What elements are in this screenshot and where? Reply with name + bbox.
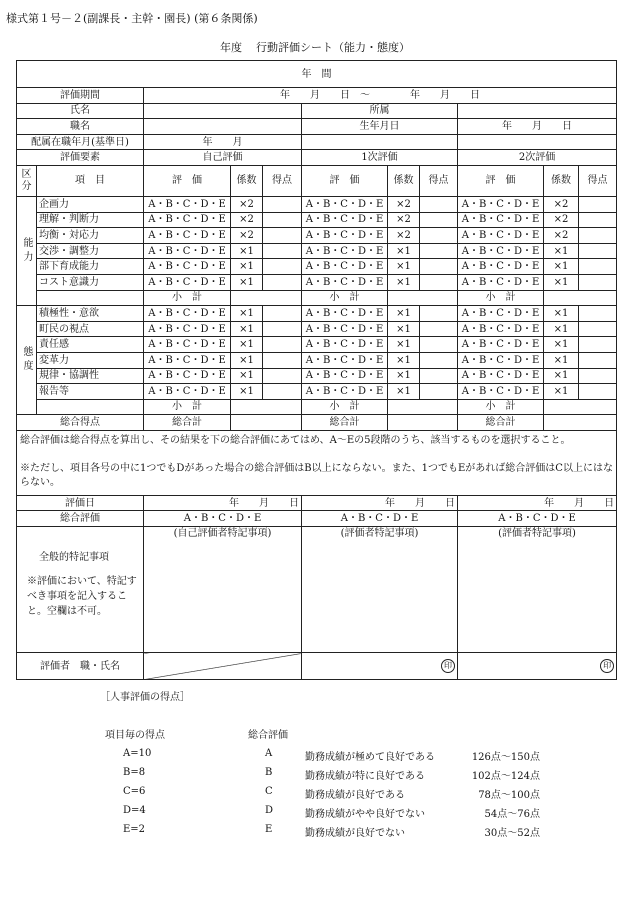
- grade-select[interactable]: A・B・C・D・E: [458, 259, 544, 275]
- level-desc: 勤務成績がやや良好でない: [305, 809, 425, 820]
- evaluator-label: 評価者 職・氏名: [17, 653, 144, 680]
- coefficient: ×2: [388, 212, 420, 228]
- table-row: [17, 384, 617, 400]
- table-row: [17, 527, 617, 653]
- grade-select[interactable]: A・B・C・D・E: [458, 243, 544, 259]
- overall-self[interactable]: A・B・C・D・E: [144, 511, 302, 527]
- item-name: 規律・協調性: [37, 368, 144, 384]
- item-header: 項 目: [37, 165, 144, 196]
- score-field[interactable]: [263, 274, 302, 290]
- blank-cell: [458, 134, 617, 150]
- subtotal-field[interactable]: [231, 399, 302, 415]
- tenure-label: 配属在職年月(基準日): [17, 134, 144, 150]
- level-desc: 勤務成績が極めて良好である: [305, 752, 435, 763]
- item-name: 理解・判断力: [37, 212, 144, 228]
- grade-select[interactable]: A・B・C・D・E: [302, 212, 388, 228]
- coefficient: ×1: [388, 384, 420, 400]
- coefficient: ×1: [544, 259, 579, 275]
- name-label: 氏名: [17, 103, 144, 119]
- coef-col-header: 係数: [544, 165, 579, 196]
- grade-select[interactable]: A・B・C・D・E: [458, 321, 544, 337]
- item-name: 報告等: [37, 384, 144, 400]
- score-field[interactable]: [263, 228, 302, 244]
- coefficient: ×2: [388, 196, 420, 212]
- grade-select[interactable]: A・B・C・D・E: [144, 212, 231, 228]
- level-desc: 勤務成績が良好である: [305, 790, 405, 801]
- dept-label: 所属: [302, 103, 458, 119]
- coefficient: ×1: [231, 384, 263, 400]
- grade-select[interactable]: A・B・C・D・E: [458, 352, 544, 368]
- grade-select[interactable]: A・B・C・D・E: [302, 306, 388, 322]
- coefficient: ×2: [231, 228, 263, 244]
- overall-label: 総合評価: [17, 511, 144, 527]
- score-field[interactable]: [579, 352, 617, 368]
- first-remarks[interactable]: (評価者特記事項): [302, 527, 458, 653]
- special-remarks-label: [17, 527, 144, 653]
- grade-select[interactable]: A・B・C・D・E: [302, 243, 388, 259]
- table-row: [17, 259, 617, 275]
- subtotal-field[interactable]: [544, 399, 617, 415]
- score-field[interactable]: [263, 259, 302, 275]
- coefficient: ×1: [388, 368, 420, 384]
- coefficient: ×1: [231, 368, 263, 384]
- score-field[interactable]: [579, 384, 617, 400]
- form-number: 様式第１号－２(副課長・主幹・園長) (第６条関係): [6, 12, 258, 25]
- grade-select[interactable]: A・B・C・D・E: [144, 337, 231, 353]
- score-field[interactable]: [263, 212, 302, 228]
- score-field[interactable]: [579, 306, 617, 322]
- category-header: 区分: [17, 165, 37, 196]
- coefficient: ×1: [388, 259, 420, 275]
- subtotal-label: 小 計: [302, 290, 388, 306]
- coefficient: ×1: [388, 352, 420, 368]
- table-row: [17, 103, 617, 119]
- level-desc: 勤務成績が良好でない: [305, 828, 405, 839]
- score-field[interactable]: [420, 368, 458, 384]
- eval-col-header: 評 価: [458, 165, 544, 196]
- grade-select[interactable]: A・B・C・D・E: [458, 228, 544, 244]
- grade-select[interactable]: A・B・C・D・E: [458, 368, 544, 384]
- score-field[interactable]: [579, 243, 617, 259]
- coefficient: ×1: [231, 337, 263, 353]
- table-row: [17, 61, 617, 88]
- table-row: [17, 290, 617, 306]
- eval-col-header: 評 価: [302, 165, 388, 196]
- table-row: [17, 150, 617, 166]
- instruction-text: 総合評価は総合得点を算出し、その結果を下の総合評価にあてはめ、A～Eの5段階のうち、該当するものを選択すること。 ※ただし、項目各号の中に1つでもDがあった場合の総合評価はB以上にならない。また、1つでもEがあれば総合評価はC以上にはならない。: [20, 434, 613, 488]
- special-remarks-note: ※評価において、特記すべき事項を記入すること。空欄は不可。: [27, 576, 137, 618]
- coefficient: ×2: [544, 212, 579, 228]
- score-field[interactable]: [420, 212, 458, 228]
- level-range: 102点～124点: [471, 771, 540, 782]
- level-range: 54点～76点: [484, 809, 540, 820]
- coefficient: ×2: [231, 196, 263, 212]
- score-col-header: 得点: [263, 165, 302, 196]
- score-field[interactable]: [579, 368, 617, 384]
- item-name: 均衡・対応力: [37, 228, 144, 244]
- score-field[interactable]: [579, 212, 617, 228]
- coef-col-header: 係数: [388, 165, 420, 196]
- table-row: [17, 243, 617, 259]
- grade-select[interactable]: A・B・C・D・E: [458, 212, 544, 228]
- grade-select[interactable]: A・B・C・D・E: [144, 274, 231, 290]
- grade-point: C=6: [123, 786, 146, 797]
- score-field[interactable]: [420, 196, 458, 212]
- grand-total-label: 総合計: [458, 415, 544, 431]
- score-field[interactable]: [420, 228, 458, 244]
- first-eval-header: 1次評価: [302, 150, 458, 166]
- table-row: [17, 306, 617, 322]
- table-row: [17, 653, 617, 680]
- grade-point: A=10: [123, 748, 152, 759]
- score-field[interactable]: [579, 228, 617, 244]
- period-label: 評価期間: [17, 88, 144, 104]
- level-range: 78点～100点: [478, 790, 540, 801]
- total-label: 総合得点: [17, 415, 144, 431]
- grade-point: E=2: [123, 824, 146, 835]
- score-field[interactable]: [420, 384, 458, 400]
- score-field[interactable]: [579, 337, 617, 353]
- tenure-field[interactable]: 年 月: [144, 134, 302, 150]
- overall-first[interactable]: A・B・C・D・E: [302, 511, 458, 527]
- item-name: 企画力: [37, 196, 144, 212]
- table-row: [17, 511, 617, 527]
- grade-point: D=4: [123, 805, 146, 816]
- coefficient: ×2: [544, 196, 579, 212]
- blank-cell: [37, 399, 144, 415]
- coefficient: ×1: [231, 321, 263, 337]
- coefficient: ×1: [544, 337, 579, 353]
- level-grade: D: [265, 805, 274, 816]
- eval-date-self[interactable]: 年 月 日: [144, 495, 302, 511]
- score-field[interactable]: [263, 196, 302, 212]
- table-row: [17, 430, 617, 495]
- table-row: [17, 495, 617, 511]
- second-remarks[interactable]: (評価者特記事項): [458, 527, 617, 653]
- coef-col-header: 係数: [231, 165, 263, 196]
- coefficient: ×1: [544, 321, 579, 337]
- coefficient: ×1: [544, 243, 579, 259]
- coefficient: ×1: [231, 352, 263, 368]
- item-name: 積極性・意欲: [37, 306, 144, 322]
- score-field[interactable]: [263, 243, 302, 259]
- subtotal-label: 小 計: [458, 290, 544, 306]
- item-name: 部下育成能力: [37, 259, 144, 275]
- score-field[interactable]: [420, 259, 458, 275]
- eval-col-header: 評 価: [144, 165, 231, 196]
- table-row: [17, 212, 617, 228]
- table-row: [17, 119, 617, 135]
- grade-select[interactable]: A・B・C・D・E: [302, 196, 388, 212]
- subtotal-label: 小 計: [302, 399, 388, 415]
- coefficient: ×1: [231, 243, 263, 259]
- guide-heading: ［人事評価の得点］: [100, 692, 190, 703]
- overall-second[interactable]: A・B・C・D・E: [458, 511, 617, 527]
- grade-select[interactable]: A・B・C・D・E: [302, 321, 388, 337]
- grade-select[interactable]: A・B・C・D・E: [144, 243, 231, 259]
- fiscal-year: 年度: [220, 41, 242, 54]
- grade-select[interactable]: A・B・C・D・E: [144, 352, 231, 368]
- self-remarks[interactable]: (自己評価者特記事項): [144, 527, 302, 653]
- score-field[interactable]: [420, 321, 458, 337]
- coefficient: ×1: [231, 274, 263, 290]
- subtotal-field[interactable]: [388, 290, 458, 306]
- score-field[interactable]: [263, 368, 302, 384]
- item-name: 町民の視点: [37, 321, 144, 337]
- instruction-note: [17, 430, 617, 495]
- points-header: 項目毎の得点: [105, 730, 165, 741]
- table-row: [17, 228, 617, 244]
- overall-header: 総合評価: [248, 730, 288, 741]
- table-row: [17, 352, 617, 368]
- table-row: [17, 399, 617, 415]
- grade-select[interactable]: A・B・C・D・E: [458, 306, 544, 322]
- score-field[interactable]: [420, 337, 458, 353]
- eval-date-label: 評価日: [17, 495, 144, 511]
- item-name: 変革力: [37, 352, 144, 368]
- coefficient: ×1: [388, 337, 420, 353]
- score-field[interactable]: [579, 259, 617, 275]
- grand-total-label: 総合計: [144, 415, 231, 431]
- table-row: [17, 274, 617, 290]
- coefficient: ×1: [544, 274, 579, 290]
- level-grade: C: [265, 786, 273, 797]
- evaluator-self-blank: [144, 653, 302, 680]
- grade-select[interactable]: A・B・C・D・E: [458, 384, 544, 400]
- score-col-header: 得点: [420, 165, 458, 196]
- coefficient: ×1: [544, 306, 579, 322]
- coefficient: ×2: [544, 228, 579, 244]
- coefficient: ×1: [388, 243, 420, 259]
- grade-select[interactable]: A・B・C・D・E: [302, 352, 388, 368]
- subtotal-field[interactable]: [544, 290, 617, 306]
- grade-select[interactable]: A・B・C・D・E: [302, 368, 388, 384]
- table-row: [17, 196, 617, 212]
- grade-select[interactable]: A・B・C・D・E: [144, 321, 231, 337]
- grand-total-field[interactable]: [388, 415, 458, 431]
- score-field[interactable]: [420, 352, 458, 368]
- table-row: [17, 134, 617, 150]
- coefficient: ×2: [388, 228, 420, 244]
- grade-select[interactable]: A・B・C・D・E: [458, 274, 544, 290]
- score-field[interactable]: [263, 306, 302, 322]
- dept-field[interactable]: [458, 103, 617, 119]
- score-field[interactable]: [263, 321, 302, 337]
- coefficient: ×1: [388, 274, 420, 290]
- name-field[interactable]: [144, 103, 302, 119]
- blank-cell: [302, 134, 458, 150]
- eval-date-second[interactable]: 年 月 日: [458, 495, 617, 511]
- grade-point: B=8: [123, 767, 146, 778]
- subtotal-label: 小 計: [144, 399, 231, 415]
- period-value[interactable]: 年 月 日 ～ 年 月 日: [144, 88, 617, 104]
- evaluator-second[interactable]: [458, 653, 617, 680]
- seal-mark-icon: 印: [600, 659, 614, 673]
- level-grade: B: [265, 767, 273, 778]
- coefficient: ×1: [388, 306, 420, 322]
- score-field[interactable]: [420, 306, 458, 322]
- coefficient: ×1: [544, 352, 579, 368]
- evaluation-table: [16, 60, 617, 680]
- element-label: 評価要素: [17, 150, 144, 166]
- score-field[interactable]: [263, 352, 302, 368]
- grade-select[interactable]: A・B・C・D・E: [144, 306, 231, 322]
- item-name: 交渉・調整力: [37, 243, 144, 259]
- score-field[interactable]: [579, 321, 617, 337]
- grade-select[interactable]: A・B・C・D・E: [302, 384, 388, 400]
- table-row: [17, 88, 617, 104]
- item-name: 責任感: [37, 337, 144, 353]
- evaluator-first[interactable]: [302, 653, 458, 680]
- self-eval-header: 自己評価: [144, 150, 302, 166]
- table-row: [17, 337, 617, 353]
- score-field[interactable]: [420, 274, 458, 290]
- table-row: [17, 165, 617, 196]
- grade-select[interactable]: A・B・C・D・E: [144, 196, 231, 212]
- grand-total-label: 総合計: [302, 415, 388, 431]
- ability-label: 能力: [17, 196, 37, 305]
- grade-select[interactable]: A・B・C・D・E: [144, 259, 231, 275]
- grade-select[interactable]: A・B・C・D・E: [302, 337, 388, 353]
- score-field[interactable]: [579, 196, 617, 212]
- dob-field[interactable]: 年 月 日: [458, 119, 617, 135]
- coefficient: ×1: [231, 259, 263, 275]
- grade-select[interactable]: A・B・C・D・E: [302, 228, 388, 244]
- eval-date-first[interactable]: 年 月 日: [302, 495, 458, 511]
- sheet-title: 行動評価シート（能力・態度）: [256, 41, 410, 54]
- dob-label: 生年月日: [302, 119, 458, 135]
- score-field[interactable]: [263, 337, 302, 353]
- item-name: コスト意識力: [37, 274, 144, 290]
- score-field[interactable]: [579, 274, 617, 290]
- seal-mark-icon: 印: [441, 659, 455, 673]
- post-field[interactable]: [144, 119, 302, 135]
- post-label: 職名: [17, 119, 144, 135]
- grade-select[interactable]: A・B・C・D・E: [302, 259, 388, 275]
- grade-select[interactable]: A・B・C・D・E: [144, 368, 231, 384]
- table-row: [17, 368, 617, 384]
- level-desc: 勤務成績が特に良好である: [305, 771, 425, 782]
- level-grade: E: [265, 824, 273, 835]
- blank-cell: [37, 290, 144, 306]
- coefficient: ×1: [544, 368, 579, 384]
- attitude-label: 態度: [17, 306, 37, 415]
- grade-select[interactable]: A・B・C・D・E: [144, 228, 231, 244]
- grade-select[interactable]: A・B・C・D・E: [144, 384, 231, 400]
- subtotal-label: 小 計: [458, 399, 544, 415]
- grand-total-field[interactable]: [231, 415, 302, 431]
- score-field[interactable]: [420, 243, 458, 259]
- coefficient: ×2: [231, 212, 263, 228]
- level-grade: A: [265, 748, 273, 759]
- subtotal-label: 小 計: [144, 290, 231, 306]
- coefficient: ×1: [388, 321, 420, 337]
- score-col-header: 得点: [579, 165, 617, 196]
- table-row: [17, 321, 617, 337]
- sheet-title-line: [0, 39, 630, 55]
- coefficient: ×1: [231, 306, 263, 322]
- subtotal-field[interactable]: [231, 290, 302, 306]
- grade-select[interactable]: A・B・C・D・E: [458, 337, 544, 353]
- second-eval-header: 2次評価: [458, 150, 617, 166]
- grade-select[interactable]: A・B・C・D・E: [458, 196, 544, 212]
- grand-total-field[interactable]: [544, 415, 617, 431]
- level-range: 30点～52点: [484, 828, 540, 839]
- special-remarks-title: 全般的特記事項: [39, 552, 109, 564]
- level-range: 126点～150点: [471, 752, 540, 763]
- grade-select[interactable]: A・B・C・D・E: [302, 274, 388, 290]
- score-field[interactable]: [263, 384, 302, 400]
- coefficient: ×1: [544, 384, 579, 400]
- table-row: [17, 415, 617, 431]
- year-header: 年 間: [17, 61, 617, 88]
- subtotal-field[interactable]: [388, 399, 458, 415]
